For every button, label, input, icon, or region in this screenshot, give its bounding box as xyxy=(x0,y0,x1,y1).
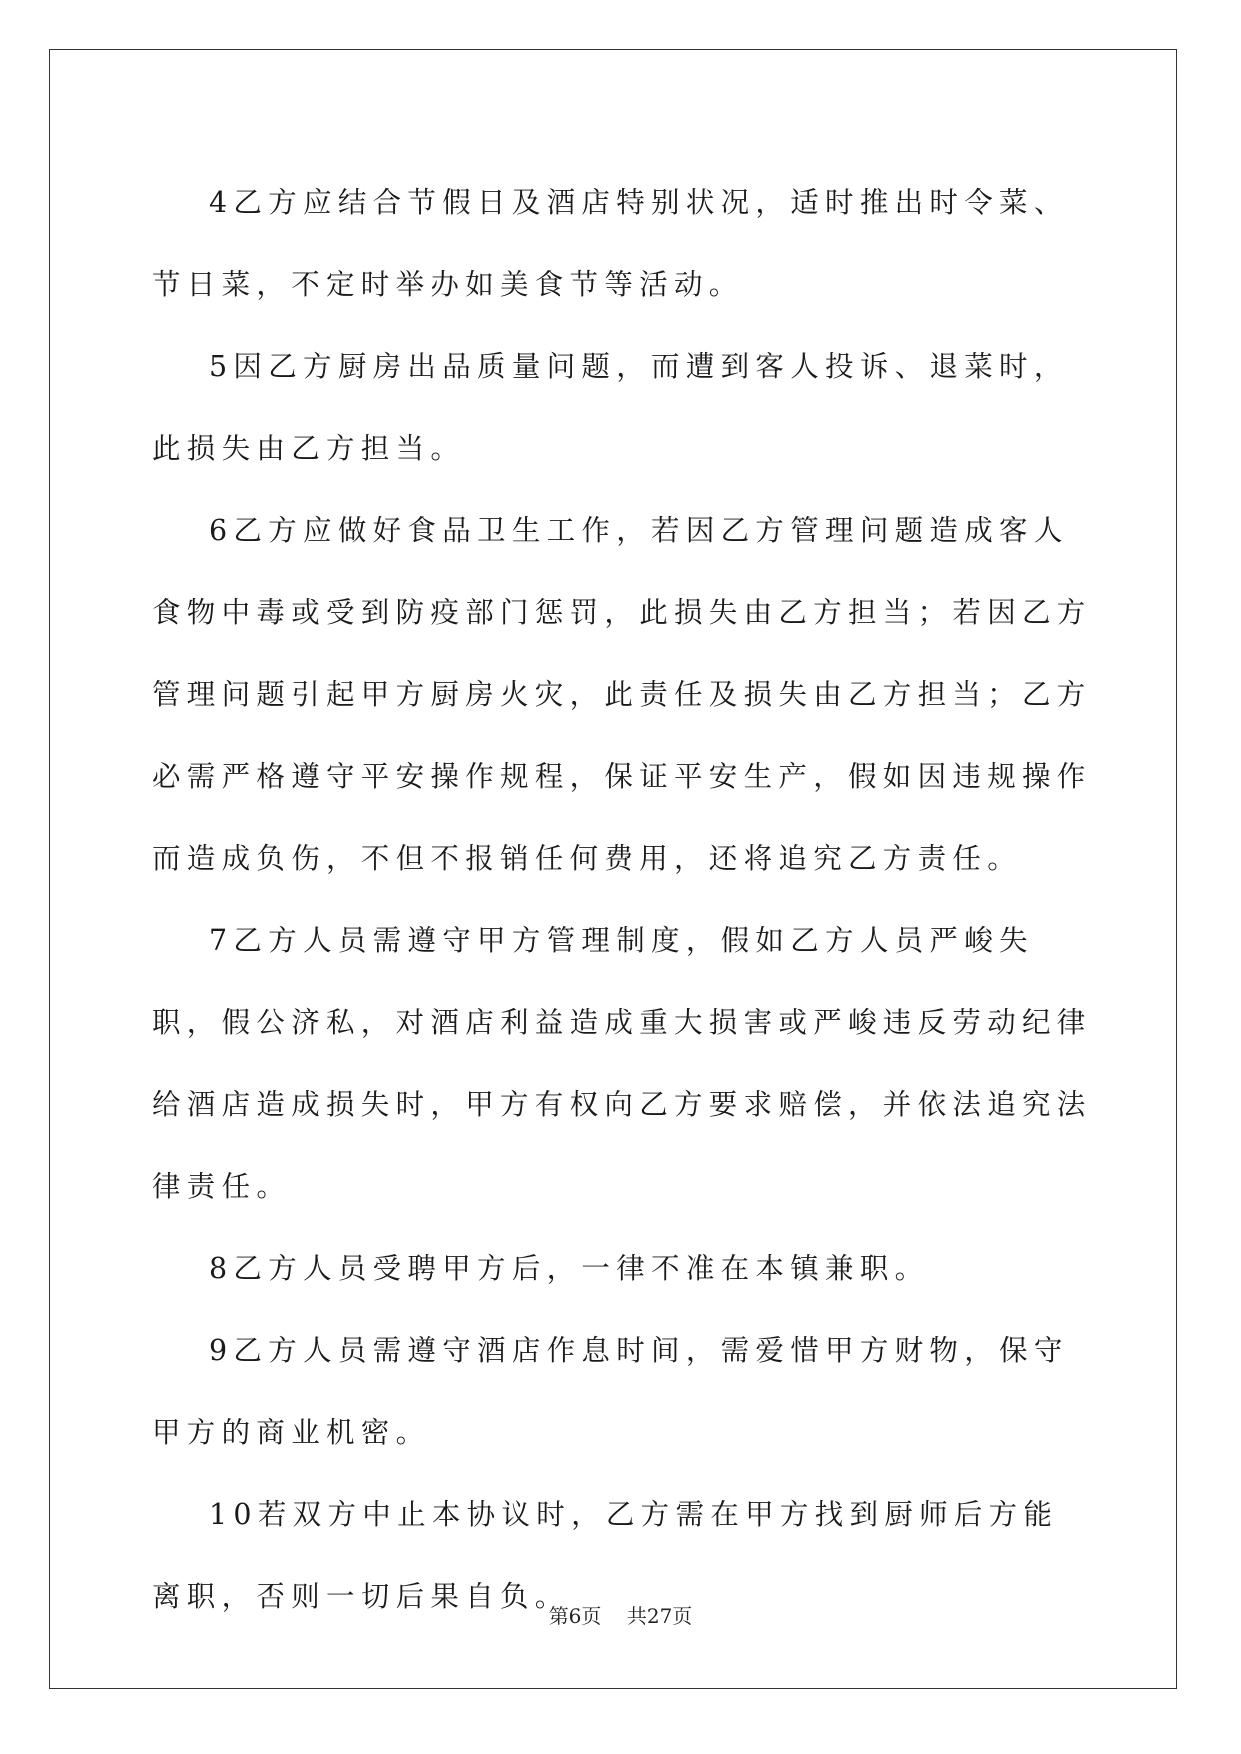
paragraph-item-6: 6乙方应做好食品卫生工作，若因乙方管理问题造成客人食物中毒或受到防疫部门惩罚，此损失由乙方担当；若因乙方管理问题引起甲方厨房火灾，此责任及损失由乙方担当；乙方必需严格遵守平安操作规程，保证平安生产，假如因违规操作而造成负伤，不但不报销任何费用，还将追究乙方责任。 xyxy=(152,514,1092,875)
page-number: 第6页 xyxy=(548,1604,602,1628)
page-footer xyxy=(0,1600,1241,1629)
page-total: 共27页 xyxy=(626,1604,693,1628)
paragraph-item-5: 5因乙方厨房出品质量问题，而遭到客人投诉、退菜时，此损失由乙方担当。 xyxy=(152,350,1069,465)
paragraph-item-4: 4乙方应结合节假日及酒店特别状况，适时推出时令菜、节日菜，不定时举办如美食节等活动。 xyxy=(152,186,1069,301)
paragraph-item-8: 8乙方人员受聘甲方后，一律不准在本镇兼职。 xyxy=(209,1252,930,1285)
document-body xyxy=(152,162,1092,1638)
paragraph-item-7: 7乙方人员需遵守甲方管理制度，假如乙方人员严峻失职，假公济私，对酒店利益造成重大损害或严峻违反劳动纪律给酒店造成损失时，甲方有权向乙方要求赔偿，并依法追究法律责任。 xyxy=(152,924,1092,1203)
paragraph-item-9: 9乙方人员需遵守酒店作息时间，需爱惜甲方财物，保守甲方的商业机密。 xyxy=(152,1334,1069,1449)
paragraph-item-10: 10若双方中止本协议时，乙方需在甲方找到厨师后方能离职，否则一切后果自负。 xyxy=(152,1498,1059,1613)
